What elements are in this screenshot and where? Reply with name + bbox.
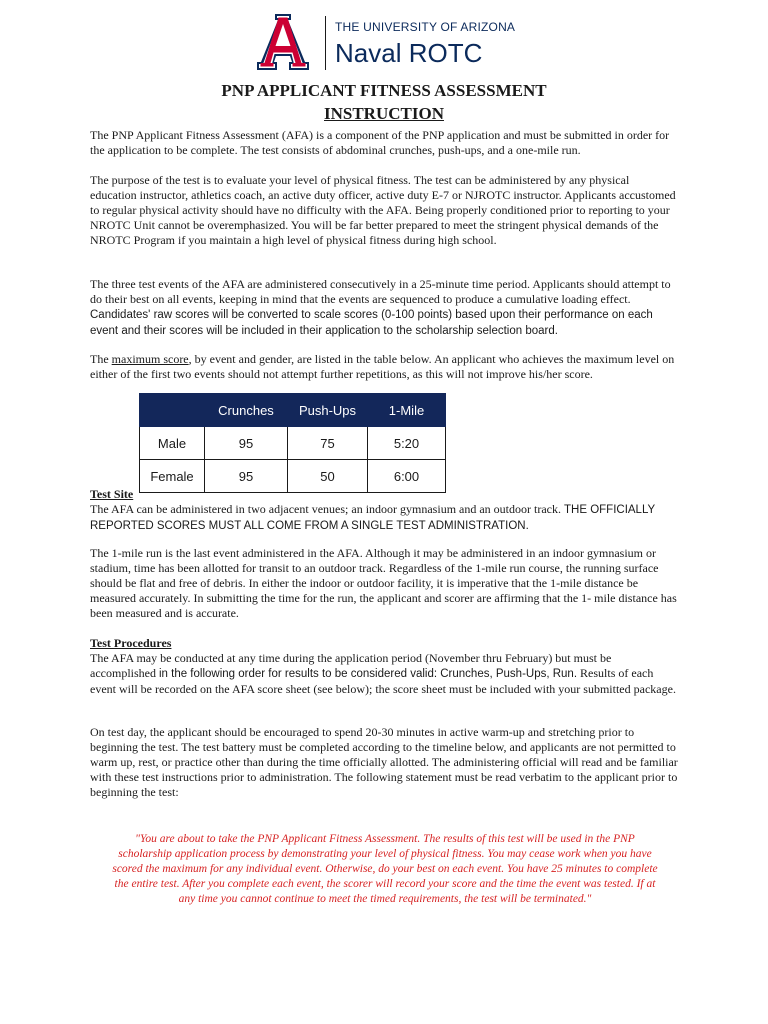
maximum-score-table — [139, 393, 446, 493]
table-cell: 5:20 — [368, 427, 446, 460]
header — [253, 12, 516, 74]
intro-paragraph: The PNP Applicant Fitness Assessment (AFA) is a component of the PNP application and must be submitted in order for the application to be complete. The test consists of abdominal crunches, push-ups, and a one-mile run. — [90, 128, 670, 157]
run-paragraph: The 1-mile run is the last event administered in the AFA. Although it may be administered in an indoor gymnasium or stadium, time has been allotted for transit to an outdoor track. Regardless of the 1-mile run course, the running surface should be flat and free of debris. In either the indoor or outdoor facility, it is imperative that the 1-mile distance be measured accurately. In submitting the time for the run, the applicant and scorer are affirming that the 1- mile distance has been measured and is accurate. — [90, 546, 677, 620]
maximum-prefix: The — [90, 352, 109, 366]
table-cell: 6:00 — [368, 460, 446, 493]
maximum-paragraph — [90, 352, 678, 382]
table-cell: 95 — [205, 427, 288, 460]
table-cell: 75 — [288, 427, 368, 460]
test-procedures-heading: Test Procedures — [90, 636, 172, 650]
test-site-emphasis: THE OFFICIALLY REPORTED SCORES MUST ALL COME FROM A SINGLE TEST ADMINISTRATION. — [90, 504, 655, 532]
procedures-paragraph — [90, 651, 678, 697]
test-site-heading: Test Site — [90, 487, 134, 501]
university-of-arizona-logo — [253, 12, 313, 72]
table-row-label: Female — [140, 460, 205, 493]
header-divider — [325, 16, 326, 70]
test-site-paragraph — [90, 502, 678, 534]
test-site-text: The AFA can be administered in two adjacent venues; an indoor gymnasium and an outdoor track. — [90, 502, 561, 516]
table-header-cell: Push-Ups — [288, 394, 368, 427]
university-name: THE UNIVERSITY OF ARIZONA — [335, 20, 516, 34]
scoring-text: Candidates' raw scores will be converted to scale scores (0-100 points) based upon their performance on each event and their scores will be included in their application to the scholarship selection board. — [90, 309, 653, 337]
test-statement-quote: "You are about to take the PNP Applicant Fitness Assessment. The results of this test will be used in the PNP scholarship application process by demonstrating your level of physical fitness. You may cease work when you have scored the maximum for any individual event. Otherwise, do your best on each event. You have 25 minutes to complete the entire test. After you complete each event, the scorer will record your score and the time the event was tested. If at any time you cannot continue to meet the timed requirements, the test will be terminated." — [112, 833, 658, 905]
unit-name: Naval ROTC — [335, 38, 483, 68]
table-row — [140, 460, 446, 493]
document-subtitle: INSTRUCTION — [324, 104, 444, 123]
table-cell: 50 — [288, 460, 368, 493]
maximum-text: , by event and gender, are listed in the table below. An applicant who achieves the maximum level on either of the first two events should not attempt further repetitions, as this will not improve his/her score. — [90, 352, 675, 381]
test-day-paragraph: On test day, the applicant should be encouraged to spend 20-30 minutes in active warm-up and stretching prior to beginning the test. The test battery must be completed according to the timeline below, and applicants are not permitted to warm up, rest, or practice other than during the time officially allotted. The administering official will read and be familiar with these test instructions prior to administration. The following statement must be read verbatim to the applicant prior to beginning the test: — [90, 725, 678, 799]
maximum-score-term: maximum score — [111, 352, 189, 366]
procedures-text-a: The AFA may be conducted at any time during the application period (November thru February) but must be accomplished — [90, 651, 612, 680]
procedures-text-c: Results of each event will be recorded on the AFA score sheet (see below); the score sheet must be included with your submitted package. — [90, 666, 676, 696]
table-row — [140, 427, 446, 460]
table-header-cell — [140, 394, 205, 427]
table-cell: 95 — [205, 460, 288, 493]
table-header-row — [140, 394, 446, 427]
purpose-paragraph: The purpose of the test is to evaluate your level of physical fitness. The test can be administered by any physical education instructor, athletics coach, an active duty officer, active duty E-7 or NJROTC instructor. Applicants accustomed to regular physical activity should have no difficulty with the AFA. Being properly conditioned prior to reporting to your NROTC Unit cannot be overemphasized. You will be far better prepared to meet the stringent physical demands of the NROTC Program if you maintain a high level of physical fitness during high school. — [90, 173, 676, 247]
events-text: The three test events of the AFA are administered consecutively in a 25-minute time period. Applicants should attempt to do their best on all events, keeping in mind that the events are sequenced to produce a cumulative loading effect. — [90, 277, 671, 306]
table-row-label: Male — [140, 427, 205, 460]
document-title: PNP APPLICANT FITNESS ASSESSMENT — [221, 81, 547, 100]
table-header-cell: 1-Mile — [368, 394, 446, 427]
procedures-order: in the following order for results to be considered valid: Crunches, Push-Ups, Run. — [158, 668, 578, 680]
events-paragraph — [90, 277, 678, 339]
table-header-cell: Crunches — [205, 394, 288, 427]
